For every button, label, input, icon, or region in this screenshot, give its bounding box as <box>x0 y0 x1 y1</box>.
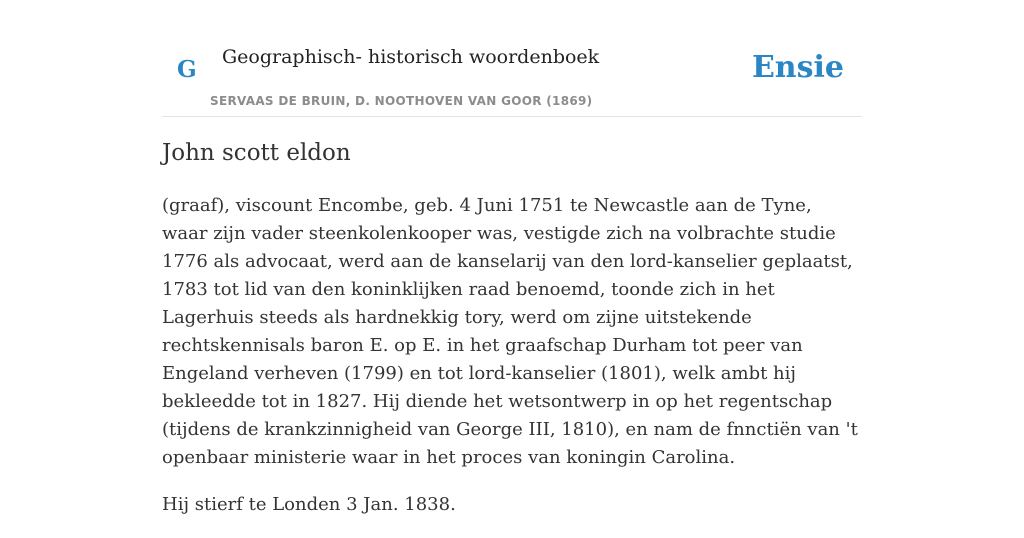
book-title[interactable]: Geographisch- historisch woordenboek <box>222 46 600 68</box>
entry-paragraph: (graaf), viscount Encombe, geb. 4 Juni 1751 te Newcastle aan de Tyne, waar zijn vader steenkolenkooper was, vestigde zich na volbrachte studie 1776 als advocaat, werd aan de kanselarij van den lord-kanselier geplaatst, 1783 tot lid van den koninklijken raad benoemd, toonde zich in het Lagerhuis steeds als hardnekkig tory, werd om zijne uitstekende rechtskennisals baron E. op E. in het graafschap Durham tot peer van Engeland verheven (1799) en tot lord-kanselier (1801), welk ambt hij bekleedde tot in 1827. Hij diende het wetsontwerp in op het regentschap (tijdens de krankzinnigheid van George III, 1810), en nam de fnnctiën van 't openbaar ministerie waar in het proces van koningin Carolina. <box>162 195 858 468</box>
ensie-logo-link[interactable]: Ensie <box>751 50 844 85</box>
entry-body <box>162 192 862 538</box>
entry-paragraph: Hij stierf te Londen 3 Jan. 1838. <box>162 494 456 515</box>
entry-title: John scott eldon <box>162 140 351 166</box>
index-letter[interactable]: G <box>177 56 197 83</box>
book-authors: SERVAAS DE BRUIN, D. NOOTHOVEN VAN GOOR (1869) <box>210 94 593 108</box>
book-header <box>162 0 862 117</box>
